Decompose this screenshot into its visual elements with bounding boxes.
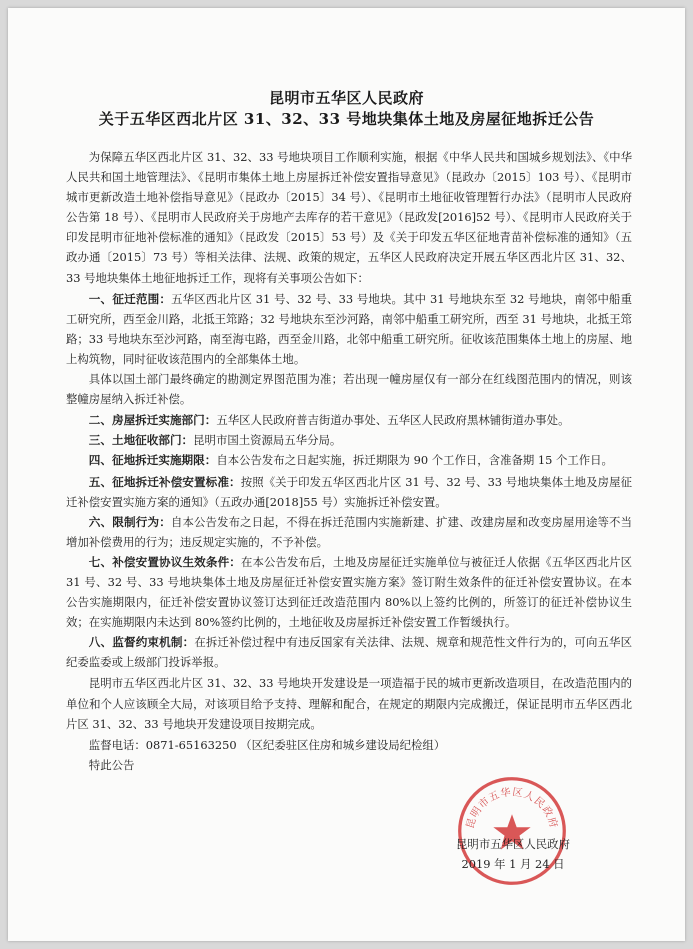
section-7-text: 在本公告发布后，土地及房屋征迁实施单位与被征迁人依据《五华区西北片区 31 号、32 号、33 号地块集体土地及房屋征迁补偿安置实施方案》签订附生效条件的征迁补偿安置协议。在本公告实施期限内，征迁补偿安置协议签订达到征迁改造范围内 80%以上签约比例的，所签订的征迁补偿协议生效；在实施期限内未达到 80%签约比例的，土地征收及房屋拆迁补偿安置工作暂缓执行。: [66, 554, 632, 630]
signature-block: [433, 834, 593, 874]
section-3-text: 昆明市国土资源局五华分局。: [193, 433, 342, 448]
intro-paragraph: 为保障五华区西北片区 31、32、33 号地块项目工作顺利实施，根据《中华人民共和国城乡规划法》、《中华人民共和国土地管理法》、《昆明市集体土地上房屋拆迁补偿安置指导意见》（昆政办〔2015〕103 号）、《昆明市城市更新改造土地补偿指导意见》（昆政办〔2015〕34 号）、《昆明市土地征收管理暂行办法》（昆明市人民政府公告第 18 号）、《昆明市人民政府关于房地产去库存的若干意见》（昆政发[2016]52 号）、《昆明市人民政府关于印发昆明市征地补偿标准的通知》（昆政发〔2015〕53 号）及《关于印发五华区征地青苗补偿标准的通知》（五政办通〔2015〕73 号）等相关法律、法规、政策的规定，五华区人民政府决定开展五华区西北片区 31、32、33 号地块集体土地征地拆迁工作，现将有关事项公告如下：: [66, 150, 632, 285]
section-8-text: 在拆迁补偿过程中有违反国家有关法律、法规、规章和规范性文件行为的，可向五华区纪委监委或上级部门投诉举报。: [66, 635, 632, 670]
signature-org: 昆明市五华区人民政府: [456, 837, 570, 851]
section-6: [66, 512, 632, 552]
section-7: [66, 552, 632, 632]
section-1-text: 五华区西北片区 31 号、32 号、33 号地块。其中 31 号地块东至 32 号地块，南邻中船重工研究所，西至金川路，北抵王筇路；32 号地块东至沙河路，南邻中船重工研究所，西至 31 号地块，北抵王筇路；33 号地块东至沙河路，南至海屯路，西至金川路，北邻中船重工研究所。征收该范围集体土地上的房屋、地上构筑物，同时征收该范围内的全部集体土地。: [66, 291, 632, 366]
section-4-heading: 四、征地拆迁实施期限：: [88, 453, 217, 468]
section-5-text: 按照《关于印发五华区西北片区 31 号、32 号、33 号地块集体土地及房屋征迁补偿安置实施方案的通知》（五政办通[2018]55 号）实施拆迁补偿安置。: [66, 474, 632, 509]
section-3-heading: 三、土地征收部门：: [88, 433, 194, 448]
closing-paragraph: 昆明市五华区西北片区 31、32、33 号地块开发建设是一项造福于民的城市更新改造项目，在改造范围内的单位和个人应该顾全大局，对该项目给予支持、理解和配合，在规定的期限内完成搬迁，保证昆明市五华区西北片区 31、32、33 号地块开发建设项目按期完成。: [66, 676, 632, 731]
section-1-extra: 具体以国土部门最终确定的勘测定界图范围为准；若出现一幢房屋仅有一部分在红线图范围内的情况，则该整幢房屋纳入拆迁补偿。: [66, 372, 632, 407]
section-4-text: 自本公告发布之日起实施，拆迁期限为 90 个工作日，含准备期 15 个工作日。: [216, 453, 613, 468]
section-4: [66, 450, 632, 470]
notice-line: 特此公告: [88, 757, 135, 772]
document-title-line1: 昆明市五华区人民政府: [268, 89, 424, 107]
section-8: [66, 632, 632, 672]
section-5-heading: 五、征地拆迁补偿安置标准：: [88, 474, 241, 489]
signature-date: 2019 年 1 月 24 日: [461, 857, 565, 871]
section-1: [66, 289, 632, 369]
section-7-heading: 七、补偿安置协议生效条件：: [88, 554, 241, 569]
section-2-heading: 二、房屋拆迁实施部门：: [88, 413, 217, 428]
section-2-text: 五华区人民政府普吉街道办事处、五华区人民政府黑林铺街道办事处。: [216, 413, 570, 428]
section-6-text: 自本公告发布之日起，不得在拆迁范围内实施新建、扩建、改建房屋和改变房屋用途等不当增加补偿费用的行为；违反规定实施的，不予补偿。: [66, 514, 632, 549]
section-1-heading: 一、征迁范围：: [88, 291, 172, 306]
section-8-heading: 八、监督约束机制：: [88, 635, 195, 650]
section-2: [66, 410, 632, 430]
document-title-line2: 关于五华区西北片区 31、32、33 号地块集体土地及房屋征地拆迁公告: [98, 110, 595, 128]
section-3: [66, 430, 632, 450]
document-body: [66, 147, 632, 775]
hotline-line: 监督电话：0871-65163250 （区纪委驻区住房和城乡建设局纪检组）: [88, 737, 446, 752]
section-5: [66, 472, 632, 512]
svg-text:昆明市五华区人民政府: 昆明市五华区人民政府: [464, 786, 560, 830]
section-6-heading: 六、限制行为：: [88, 514, 171, 529]
document-page: [8, 8, 685, 941]
